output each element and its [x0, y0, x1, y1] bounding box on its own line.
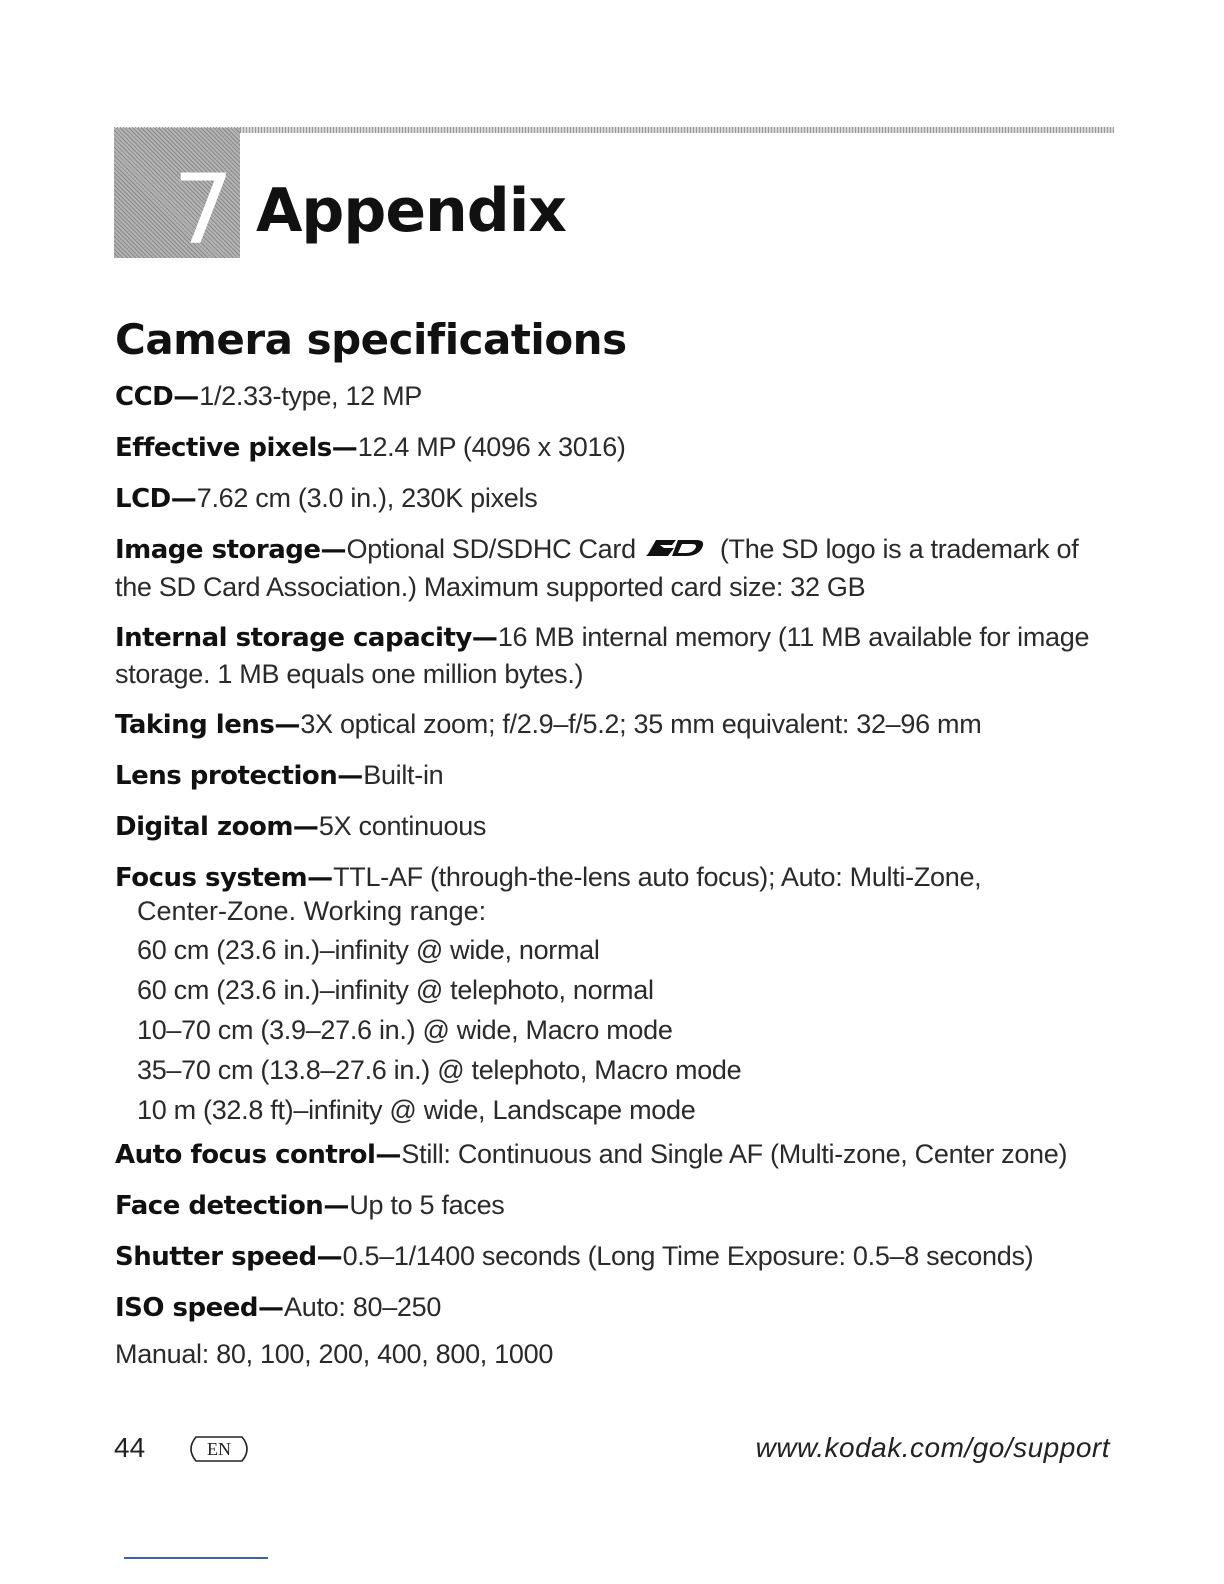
- em-dash: —: [258, 1292, 285, 1323]
- specifications-list: [115, 378, 1115, 1372]
- page-footer: [114, 1428, 1110, 1468]
- spec-value: 3X optical zoom; f/2.9–f/5.2; 35 mm equivalent: 32–96 mm: [300, 708, 982, 739]
- focus-range-item: 35–70 cm (13.8–27.6 in.) @ telephoto, Macro mode: [137, 1054, 742, 1085]
- spec-focus-system: [115, 859, 1115, 926]
- focus-range-item: 60 cm (23.6 in.)–infinity @ telephoto, normal: [137, 974, 654, 1005]
- spec-term: Internal storage capacity: [115, 622, 472, 653]
- spec-lens-protection: [115, 757, 1115, 794]
- spec-image-storage: [115, 531, 1115, 605]
- spec-value: TTL-AF (through-the-lens auto focus); Auto: Multi-Zone,: [333, 861, 982, 892]
- spec-term: Image storage: [115, 535, 321, 565]
- spec-term: Auto focus control: [115, 1139, 376, 1170]
- spec-lcd: [115, 480, 1115, 517]
- spec-term: Shutter speed: [115, 1241, 317, 1272]
- spec-value: Built-in: [363, 759, 444, 790]
- spec-face-detection: [115, 1187, 1115, 1224]
- focus-range-item: 60 cm (23.6 in.)–infinity @ wide, normal: [137, 934, 600, 965]
- support-url: www.kodak.com/go/support: [755, 1432, 1110, 1463]
- em-dash: —: [375, 1139, 402, 1170]
- page-number: 44: [114, 1432, 146, 1463]
- spec-auto-focus-control: [115, 1136, 1115, 1173]
- spec-term: Face detection: [115, 1190, 324, 1221]
- bottom-accent-line: [124, 1557, 268, 1559]
- spec-internal-storage: [115, 619, 1115, 692]
- spec-value: 0.5–1/1400 seconds (Long Time Exposure: 0.5–8 seconds): [342, 1240, 1034, 1271]
- language-badge-icon: [184, 1434, 254, 1464]
- em-dash: —: [471, 622, 498, 653]
- spec-value: 1/2.33-type, 12 MP: [199, 381, 422, 411]
- em-dash: —: [307, 862, 334, 893]
- spec-term: Effective pixels: [115, 433, 332, 463]
- spec-term: Digital zoom: [115, 811, 293, 842]
- spec-digital-zoom: [115, 808, 1115, 845]
- em-dash: —: [331, 433, 358, 463]
- iso-manual-values: Manual: 80, 100, 200, 400, 800, 1000: [115, 1338, 554, 1369]
- em-dash: —: [323, 1190, 350, 1221]
- section-title: Camera specifications: [115, 315, 627, 364]
- spec-iso-speed: [115, 1289, 1115, 1326]
- chapter-header-rule: [114, 127, 1114, 133]
- spec-value: 12.4 MP (4096 x 3016): [357, 432, 626, 462]
- spec-term: Lens protection: [115, 760, 338, 791]
- em-dash: —: [274, 709, 301, 740]
- chapter-number: 7: [172, 154, 234, 266]
- em-dash: —: [173, 382, 200, 412]
- spec-value-continued: Center-Zone. Working range:: [137, 895, 487, 926]
- spec-term: CCD: [115, 382, 174, 412]
- spec-shutter-speed: [115, 1238, 1115, 1275]
- em-dash: —: [316, 1241, 343, 1272]
- spec-term: ISO speed: [115, 1292, 259, 1323]
- focus-range-item: 10–70 cm (3.9–27.6 in.) @ wide, Macro mode: [137, 1014, 673, 1045]
- spec-effective-pixels: [115, 429, 1115, 466]
- spec-value: 16 MB internal memory (11 MB available for image storage. 1 MB equals one million bytes.): [115, 621, 1090, 689]
- spec-value-continued: (The SD logo is a trademark of the SD Card Association.) Maximum supported card size: 32 GB: [115, 534, 1079, 602]
- spec-value: Still: Continuous and Single AF (Multi-zone, Center zone): [401, 1138, 1068, 1169]
- spec-value: Up to 5 faces: [349, 1189, 505, 1220]
- language-code: EN: [207, 1439, 231, 1459]
- spec-value: Auto: 80–250: [284, 1291, 442, 1322]
- spec-term: Taking lens: [115, 709, 275, 740]
- focus-range-item: 10 m (32.8 ft)–infinity @ wide, Landscape mode: [137, 1094, 696, 1125]
- spec-taking-lens: [115, 706, 1115, 743]
- em-dash: —: [337, 760, 364, 791]
- em-dash: —: [292, 811, 319, 842]
- em-dash: —: [170, 484, 197, 514]
- focus-range-list: [137, 930, 1115, 1130]
- spec-value: 5X continuous: [318, 810, 487, 841]
- spec-ccd: [115, 378, 1115, 415]
- spec-term: Focus system: [115, 862, 308, 893]
- spec-value: 7.62 cm (3.0 in.), 230K pixels: [196, 483, 538, 513]
- em-dash: —: [320, 535, 347, 565]
- spec-value: Optional SD/SDHC Card: [346, 534, 636, 564]
- chapter-number-block: [114, 128, 240, 266]
- sd-card-logo-icon: [642, 533, 710, 569]
- chapter-title: Appendix: [256, 176, 566, 246]
- spec-term: LCD: [115, 484, 171, 514]
